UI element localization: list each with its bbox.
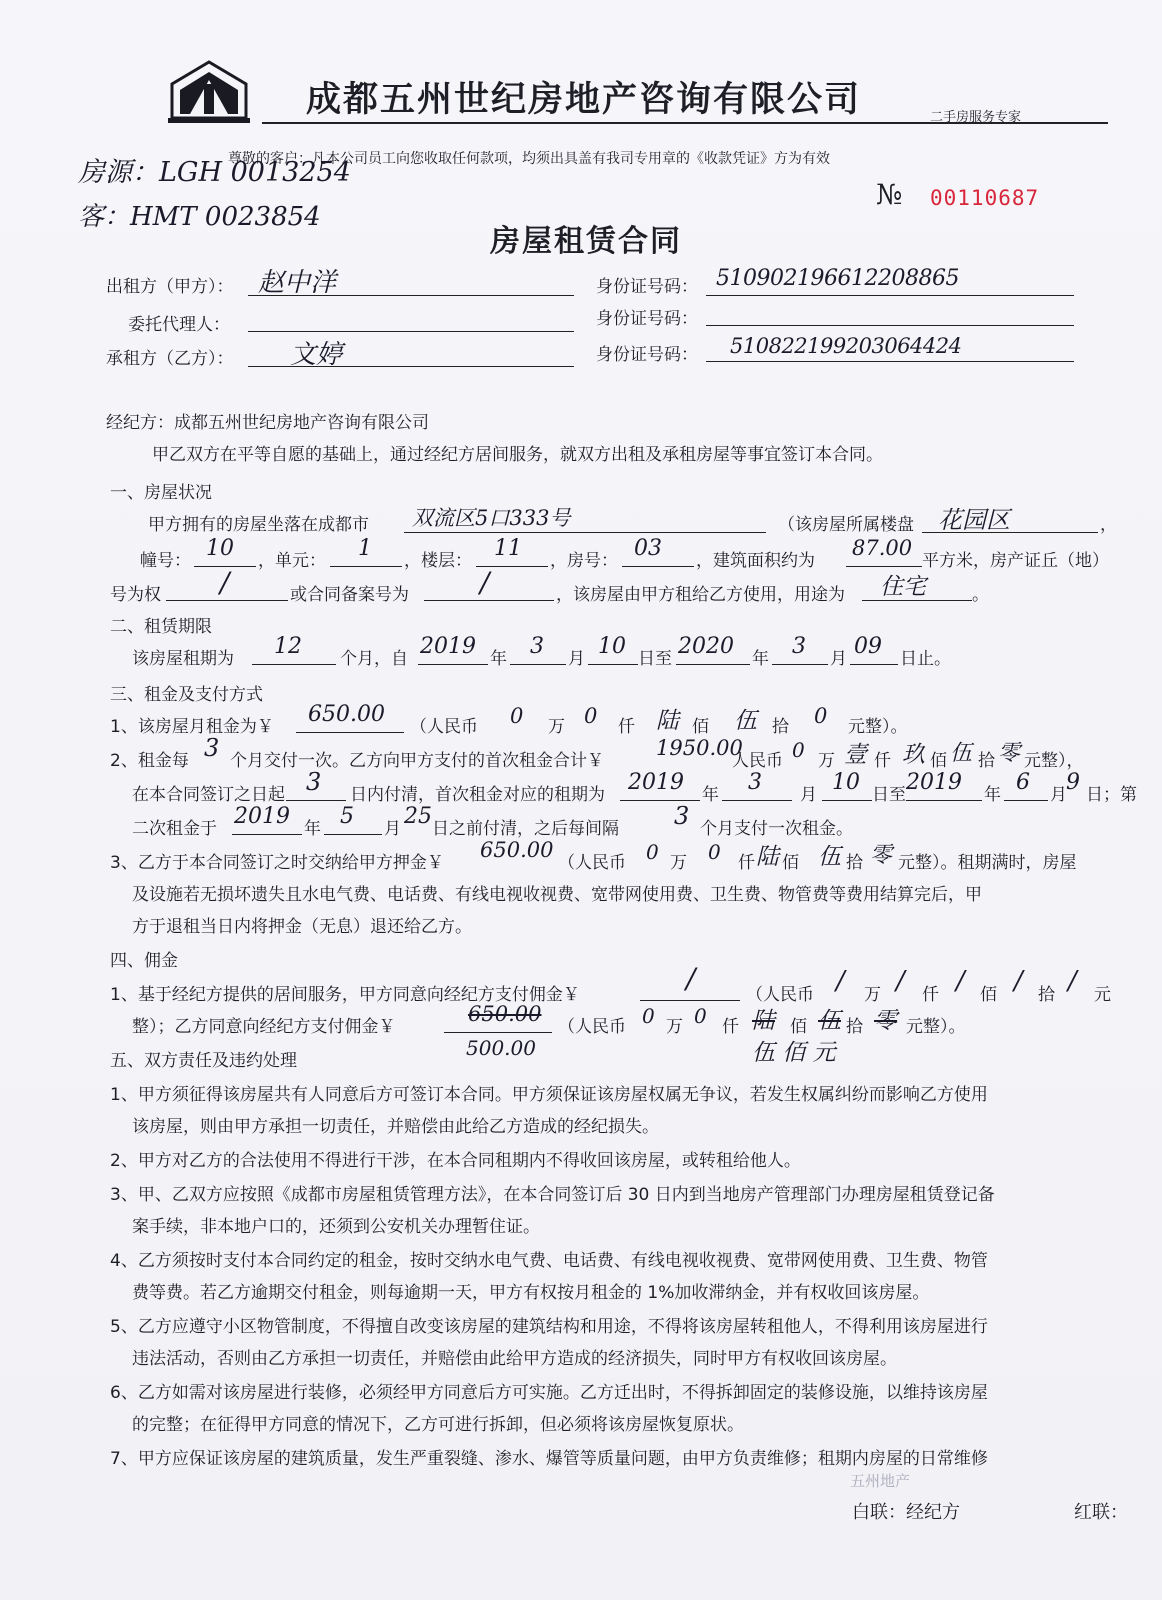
rent-text-2: （人民币 [410, 717, 478, 737]
cert-label: 号为权 [110, 585, 161, 605]
rent-amount-line [296, 732, 404, 733]
estate-comma: ， [1100, 515, 1117, 535]
term-end-year-line [676, 664, 750, 665]
lessee-comm-yuan: 零 [874, 1008, 897, 1034]
term-end-day: 09 [854, 634, 882, 659]
term-text-4: 月 [568, 649, 585, 669]
second-pay-text-3: 月 [384, 819, 401, 839]
first-days-line [286, 800, 346, 801]
customer-ref: 客：HMT 0023854 [78, 202, 321, 232]
area-line [846, 566, 922, 567]
commission-text-5: 佰 [980, 985, 997, 1005]
second-pay-text-2: 年 [304, 819, 321, 839]
first-d1: 10 [832, 770, 860, 795]
lessor-comm-yuan: / [1068, 966, 1077, 996]
pay-text-5: 仟 [874, 751, 891, 771]
deposit-text-3: 万 [670, 853, 687, 873]
deposit-text-2: （人民币 [558, 853, 626, 873]
pay-every: 3 [204, 734, 220, 762]
serial-symbol: № [876, 178, 903, 211]
first-period-text-7: 月 [1050, 785, 1067, 805]
second-m-line [324, 834, 382, 835]
estate-text: （该房屋所属楼盘 [778, 515, 914, 535]
term-start-day-line [588, 664, 638, 665]
pay-interval: 3 [674, 802, 690, 830]
clause-line: 该房屋，则由甲方承担一切责任，并赔偿由此给乙方造成的经纪损失。 [132, 1117, 659, 1137]
second-d: 25 [404, 804, 432, 829]
pay-text-2: 个月交付一次。乙方向甲方支付的首次租金合计￥ [230, 751, 604, 771]
commission-text-2: （人民币 [746, 985, 814, 1005]
clause-line: 4、乙方须按时支付本合同约定的租金，按时交纳水电气费、电话费、有线电视收视费、宽带网使用费、卫生费、物管 [110, 1251, 988, 1271]
lessee-name: 文婷 [290, 340, 343, 370]
commission2-text-3: 万 [666, 1017, 683, 1037]
section5-heading: 五、双方责任及违约处理 [110, 1051, 297, 1071]
rent-amount: 650.00 [308, 702, 385, 727]
rent-qian: 0 [584, 704, 598, 728]
second-pay-text-4: 日之前付清，之后每间隔 [432, 819, 619, 839]
term-start-day: 10 [598, 634, 626, 659]
footer-watermark: 五州地产 [850, 1472, 911, 1490]
clause-line: 5、乙方应遵守小区物管制度，不得擅自改变该房屋的建筑结构和用途，不得将该房屋转租他人，不得利用该房屋进行 [110, 1317, 988, 1337]
first-wan: 0 [792, 738, 805, 762]
commission-text-3: 万 [864, 985, 881, 1005]
term-text-8: 日止。 [900, 649, 951, 669]
unit-label: ，单元： [258, 551, 326, 571]
lessee-id: 510822199203064424 [730, 334, 962, 358]
clause-line: 违法活动，否则由乙方承担一切责任，并赔偿由此给甲方造成的经济损失，同时甲方有权收回该房屋。 [132, 1349, 897, 1369]
lessor-id: 510902196612208865 [716, 266, 959, 291]
section2-heading: 二、租赁期限 [110, 617, 212, 637]
company-logo-icon [168, 58, 250, 124]
commission2-text-5: 佰 [790, 1017, 807, 1037]
clause-line: 1、甲方须征得该房屋共有人同意后方可签订本合同。甲方须保证该房屋权属无争议，若发生权属纠纷而影响乙方使用 [110, 1085, 988, 1105]
term-text-1: 该房屋租期为 [132, 649, 234, 669]
house-source-ref: 房源：LGH 0013254 [78, 157, 351, 188]
term-end-month-line [772, 664, 828, 665]
pay-text-3: 人民币 [732, 751, 783, 771]
first-m1: 3 [748, 770, 762, 795]
payment-notice: 尊敬的客户：凡本公司员工向您收取任何款项，均须出具盖有我司专用章的《收款凭证》方为有效 [228, 151, 830, 167]
term-end-month: 3 [792, 634, 806, 659]
area-value: 87.00 [852, 536, 913, 560]
rent-yuan: 0 [814, 704, 828, 728]
lessee-id-label: 身份证号码： [596, 345, 698, 365]
first-d1-line [822, 800, 872, 801]
serial-number: 00110687 [930, 186, 1040, 210]
first-m2: 6 [1016, 770, 1030, 795]
rent-text-7: 元整）。 [848, 717, 908, 737]
second-y: 2019 [234, 804, 290, 829]
first-y2-line [906, 800, 982, 801]
commission2-text-6: 拾 [846, 1017, 863, 1037]
use-value: 住宅 [880, 574, 926, 600]
term-text-7: 月 [830, 649, 847, 669]
first-period-text-2: 日内付清，首次租金对应的租期为 [350, 785, 605, 805]
deposit-text-5: 佰 [782, 853, 799, 873]
unit-line [330, 566, 402, 567]
first-period-text-8: 日；第 [1086, 785, 1137, 805]
lessor-comm-shi: / [1014, 966, 1023, 996]
lessee-comm-bai: 陆 [752, 1008, 775, 1034]
second-pay-text-1: 二次租金于 [132, 819, 217, 839]
section1-heading: 一、房屋状况 [110, 483, 212, 503]
commission-text-6: 拾 [1038, 985, 1055, 1005]
rent-text-5: 佰 [692, 717, 709, 737]
building-value: 10 [206, 536, 234, 561]
lessee-comm-wan: 0 [642, 1004, 655, 1028]
first-bai: 玖 [902, 742, 925, 768]
first-m2-line [1004, 800, 1048, 801]
section3-heading: 三、租金及支付方式 [110, 685, 263, 705]
deposit-shi: 伍 [818, 844, 841, 870]
clause-line: 6、乙方如需对该房屋进行装修，必须经甲方同意后方可实施。乙方迁出时，不得拆卸固定的装修设施，以维持该房屋 [110, 1383, 988, 1403]
lessor-comm-qian: / [896, 966, 905, 996]
commission2-text-4: 仟 [722, 1017, 739, 1037]
term-text-5: 日至 [638, 649, 672, 669]
term-end-day-line [850, 664, 898, 665]
building-label: 幢号： [140, 551, 191, 571]
lessor-comm-wan: / [836, 966, 845, 996]
filing-value: / [480, 566, 490, 599]
agent-id-label: 身份证号码： [596, 309, 698, 329]
clause-line: 3、甲、乙双方应按照《成都市房屋租赁管理方法》，在本合同签订后 30 日内到当地房产管理部门办理房屋租赁登记备 [110, 1185, 995, 1205]
first-yuan: 零 [998, 741, 1021, 766]
clause-line: 7、甲方应保证该房屋的建筑质量，发生严重裂缝、渗水、爆管等质量问题，由甲方负责维修；租期内房屋的日常维修 [110, 1449, 988, 1469]
white-copy-label: 白联：经纪方 [852, 1502, 960, 1523]
first-d2: 9 [1066, 770, 1080, 795]
deposit-text-1: 3、乙方于本合同签订之时交纳给甲方押金￥ [110, 853, 444, 873]
term-start-year: 2019 [420, 634, 476, 659]
agent-label: 委托代理人： [128, 315, 230, 335]
second-pay-text-5: 个月支付一次租金。 [700, 819, 853, 839]
first-period-text-6: 年 [984, 785, 1001, 805]
first-period-text-4: 月 [800, 785, 817, 805]
term-start-year-line [418, 664, 488, 665]
first-y1: 2019 [628, 770, 684, 795]
commission2-text-1: 整）；乙方同意向经纪方支付佣金￥ [132, 1017, 396, 1037]
contract-title: 房屋租赁合同 [490, 224, 682, 259]
commission2-text-2: （人民币 [558, 1017, 626, 1037]
commission2-text-7: 元整）。 [906, 1017, 966, 1037]
deposit-text-7: 元整）。租期满时，房屋 [898, 853, 1077, 873]
rent-wan: 0 [510, 704, 524, 728]
lessee-comm-shi: 伍 [818, 1008, 841, 1034]
clause-line: 2、甲方对乙方的合法使用不得进行干涉，在本合同租期内不得收回该房屋，或转租给他人。 [110, 1151, 801, 1171]
pay-text-1: 2、租金每 [110, 751, 189, 771]
rent-text-6: 拾 [772, 717, 789, 737]
first-period-text-1: 在本合同签订之日起 [132, 785, 285, 805]
room-line [622, 566, 694, 567]
commission-text-1: 1、基于经纪方提供的居间服务，甲方同意向经纪方支付佣金￥ [110, 985, 580, 1005]
broker-line: 经纪方：成都五州世纪房地产咨询有限公司 [106, 413, 429, 433]
commission-correction-amount: 500.00 [466, 1036, 536, 1060]
deposit-bai: 陆 [756, 844, 779, 870]
preamble: 甲乙双方在平等自愿的基础上，通过经纪方居间服务，就双方出租及承租房屋等事宜签订本合同。 [152, 445, 883, 465]
lessor-label: 出租方（甲方）： [106, 277, 234, 297]
company-name: 成都五州世纪房地产咨询有限公司 [306, 80, 862, 120]
first-period-text-5: 日至 [872, 785, 906, 805]
floor-value: 11 [494, 536, 522, 561]
room-value: 03 [634, 536, 662, 561]
area-unit-text: 平方米，房产证丘（地） [922, 551, 1109, 571]
rent-text-4: 仟 [618, 717, 635, 737]
term-start-month: 3 [530, 634, 544, 659]
deposit-amount: 650.00 [480, 838, 554, 862]
pay-text-7: 拾 [978, 751, 995, 771]
lessor-name: 赵中洋 [258, 268, 337, 298]
deposit-wan: 0 [646, 840, 659, 864]
lessee-commission-line [444, 1032, 552, 1033]
lessee-comm-qian: 0 [694, 1004, 707, 1028]
deposit-clause-line-3: 方于退租当日内将押金（无息）退还给乙方。 [132, 917, 472, 937]
term-text-6: 年 [752, 649, 769, 669]
second-m: 5 [340, 804, 354, 829]
term-months-line [252, 664, 336, 665]
rent-text-1: 1、该房屋月租金为￥ [110, 717, 274, 737]
lessor-commission-line [640, 1000, 740, 1001]
company-slogan: 二手房服务专家 [930, 110, 1022, 125]
filing-line [424, 600, 554, 601]
second-y-line [232, 834, 302, 835]
pay-text-4: 万 [818, 751, 835, 771]
deposit-text-6: 拾 [846, 853, 863, 873]
use-label: ，该房屋由甲方租给乙方使用，用途为 [556, 585, 845, 605]
first-qian: 壹 [844, 742, 867, 768]
first-period-text-3: 年 [702, 785, 719, 805]
first-rent-total: 1950.00 [656, 736, 743, 760]
term-text-2: 个月，自 [340, 649, 408, 669]
commission-text-4: 仟 [922, 985, 939, 1005]
lessor-comm-bai: / [956, 966, 965, 996]
pay-text-8: 元整）， [1024, 751, 1084, 771]
section4-heading: 四、佣金 [110, 951, 178, 971]
section1-location-text: 甲方拥有的房屋坐落在成都市 [148, 515, 369, 535]
deposit-text-4: 仟 [738, 853, 755, 873]
red-copy-label: 红联： [1074, 1502, 1128, 1523]
agent-id-line [706, 325, 1074, 326]
first-y2: 2019 [906, 770, 962, 795]
deposit-clause-line-2: 及设施若无损坏遗失且水电气费、电话费、有线电视收视费、宽带网使用费、卫生费、物管费等费用结算完后，甲 [132, 885, 982, 905]
location-value: 双流区5口333号 [412, 506, 571, 530]
rent-text-3: 万 [548, 717, 565, 737]
commission-text-7: 元 [1094, 985, 1111, 1005]
agent-name-line [248, 331, 574, 332]
commission-correction-words: 伍 佰 元 [752, 1040, 836, 1066]
use-period: 。 [972, 585, 989, 605]
deposit-yuan: 零 [870, 843, 893, 868]
cert-line [166, 600, 288, 601]
estate-value: 花园区 [938, 506, 1010, 534]
clause-line: 费等费。若乙方逾期交付租金，则每逾期一天，甲方有权按月租金的 1%加收滞纳金，并有权收回该房屋。 [132, 1283, 930, 1303]
cert-value: / [220, 566, 230, 599]
first-y1-line [620, 800, 700, 801]
rent-shi: 伍 [734, 708, 757, 734]
floor-label: ，楼层： [404, 551, 472, 571]
lessee-label: 承租方（乙方）： [106, 349, 234, 369]
term-end-year: 2020 [678, 634, 734, 659]
lessor-id-label: 身份证号码： [596, 277, 698, 297]
pay-text-6: 佰 [930, 751, 947, 771]
rent-bai: 陆 [656, 708, 679, 734]
clause-line: 的完整；在征得甲方同意的情况下，乙方可进行拆卸，但必须将该房屋恢复原状。 [132, 1415, 744, 1435]
lessor-commission: / [686, 962, 696, 995]
lessee-id-line [706, 361, 1074, 362]
term-start-month-line [510, 664, 566, 665]
deposit-qian: 0 [708, 840, 721, 864]
first-shi: 伍 [950, 741, 973, 766]
first-m1-line [722, 800, 792, 801]
room-label: ，房号： [550, 551, 618, 571]
lessor-id-line [706, 295, 1074, 296]
area-label: ，建筑面积约为 [696, 551, 815, 571]
first-days: 3 [306, 768, 322, 796]
lessee-commission: 650.00 [468, 1002, 542, 1026]
term-months: 12 [274, 634, 302, 659]
unit-value: 1 [358, 536, 372, 561]
term-text-3: 年 [490, 649, 507, 669]
clause-line: 案手续，非本地户口的，还须到公安机关办理暂住证。 [132, 1217, 540, 1237]
filing-label: 或合同备案号为 [290, 585, 409, 605]
location-line [404, 532, 766, 533]
